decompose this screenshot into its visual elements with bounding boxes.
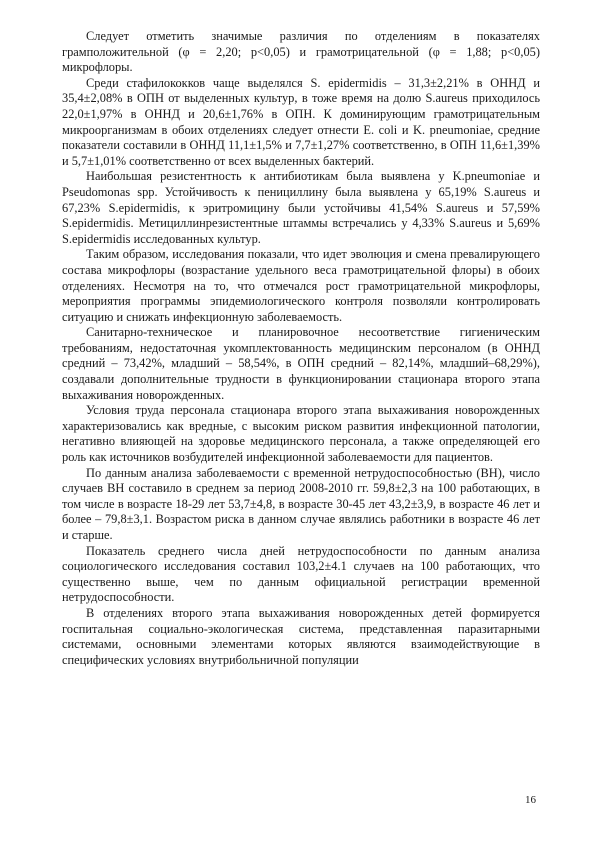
paragraph-9: В отделениях второго этапа выхаживания новорожденных детей формируется госпитальная социально-экологическая система, представленная паразитарными системами, основными элементами которых являются взаимодействующие в специфических условиях внутрибольничной популяции — [62, 605, 540, 667]
page-number: 16 — [525, 794, 536, 806]
paragraph-4: Таким образом, исследования показали, что идет эволюция и смена превалирующего состава микрофлоры (возрастание удельного веса грамотрицательной флоры) в обоих отделениях. Несмотря на то, что отмечался рост грамотрицательной микрофлоры, мероприятия программы эпидемиологического контроля позволяли контролировать ситуацию и снижать инфекционную заболеваемость. — [62, 247, 540, 324]
paragraph-1: Следует отметить значимые различия по отделениям в показателях грамположительной (φ = 2,20; p<0,05) и грамотрицательной (φ = 1,88; p<0,05) микрофлоры. — [62, 29, 540, 75]
paragraph-6: Условия труда персонала стационара второго этапа выхаживания новорожденных характеризовались как вредные, с высоким риском развития инфекционной патологии, негативно влияющей на здоровье медицинского персонала, а также определяющей его роль как источников возбудителей инфекционной заболеваемости для пациентов. — [62, 403, 540, 465]
body-text — [62, 29, 540, 668]
paragraph-7: По данным анализа заболеваемости с временной нетрудоспособностью (ВН), число случаев ВН составило в среднем за период 2008-2010 гг. 59,8±2,3 на 100 работающих, в том числе в возрасте 18-29 лет 53,7±4,8, в возрасте 30-45 лет 43,2±3,9, в возрасте 46 лет и более – 79,8±3,1. Возрастом риска в данном случае являлись работники в возрасте 46 лет и старше. — [62, 465, 540, 542]
paragraph-5: Санитарно-техническое и планировочное несоответствие гигиеническим требованиям, недостаточная укомплектованность медицинским персоналом (в ОННД средний – 73,42%, младший – 58,54%, в ОПН средний – 82,14%, младший–68,29%), создавали дополнительные трудности в функционировании стационара второго этапа выхаживания новорожденных. — [62, 325, 540, 402]
paragraph-2: Среди стафилококков чаще выделялся S. epidermidis – 31,3±2,21% в ОННД и 35,4±2,08% в ОПН от выделенных культур, в тоже время на долю S.aureus приходилось 22,0±1,97% в ОННД и 20,6±1,76% в ОПН. К доминирующим грамотрицательным микроорганизмам в обоих отделениях следует отнести E. coli и K. pneumoniae, средние показатели составили в ОННД 11,1±1,5% и 7,7±1,27% соответственно, в ОПН 11,6±1,39% и 5,7±1,01% соответственно от всех выделенных бактерий. — [62, 75, 540, 168]
paragraph-3: Наибольшая резистентность к антибиотикам была выявлена у K.pneumoniae и Pseudomonas spp. Устойчивость к пенициллину была выявлена у 65,19% S.aureus и 67,23% S.epidermidis, к эритромицину были устойчивы 41,54% S.aureus и 57,59% S.epidermidis. Метициллинрезистентные штаммы встречались у 4,33% S.aureus и 5,69% S.epidermidis исследованных культур. — [62, 169, 540, 246]
paragraph-8: Показатель среднего числа дней нетрудоспособности по данным анализа социологического исследования составил 103,2±4.1 случаев на 100 работающих, что существенно выше, чем по данным официальной регистрации временной нетрудоспособности. — [62, 543, 540, 605]
